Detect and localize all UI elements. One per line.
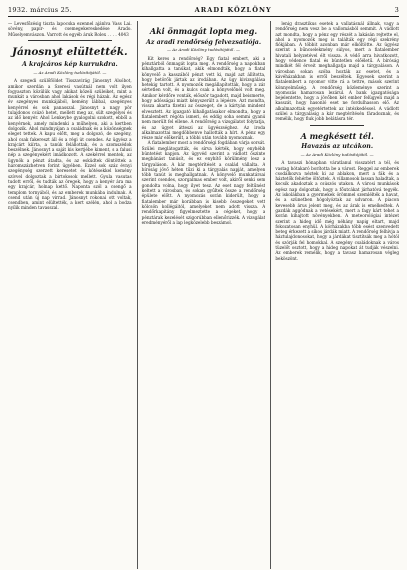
article-body: Kit keres a rendőrség? Egy fiatal embert, aki a pénztárból önmagát lopta meg. A rendőrség a napokban kihallgatta a tanúkat, akik elmondták, hogy a fiatal könyvelő a kasszából pénzt vett ki, majd azt állította, hogy betörők jártak az irodában. Az ügy kivizsgálása hetekig tartott. A nyomozók megállapították, hogy a zár sértetlen volt, és a kulcs csak a könyvelőnél volt meg. Amikor kérdőre vonták, először tagadott, majd beismerte, hogy adósságai miatt kényszerült a lépésre. Azt mondta, vissza akarta fizetni az összeget, de a kártyán mindent elvesztett. Az igazgató kihallgatásakor elmondta, hogy a fiatalembert régóta ismeri, és eddig soha semmi gyanú nem merült fel ellene. A rendőrség a vizsgálatot folytatja, és az ügyet átteszi az ügyészséghez. Az iroda alkalmazottai megdöbbenve hallották a hírt. A pénz egy része már előkerült, a többi után tovább nyomoznak.	[141, 55, 266, 141]
article-body: A tavaszi hónapban váratlanul visszatért a tél, és vastag hótakaró borította be a várost. Reggel az emberek csodálkozva néztek ki az ablakon, mert a fák és a háztetők fehérbe öltöztek. A villamosok lassan haladtak, a kocsik akadoztak a csúszós utakon. A városi munkások egész nap dolgoztak, hogy a főutcákat járhatóvá tegyék. Az iskolákban a gyermekek örömmel szemlélték a havat, és a szünetben hógolyóztak az udvaron. A piacon kevesebb árus jelent meg, és az árak is emelkedtek. A gazdák aggódnak a vetésekért, mert a fagy kárt tehet a korán kihajtott növényekben. A meteorológiai intézet szerint a hideg idő még néhány napig eltart, majd fokozatosan enyhül. A kórházakba több esést szenvedett beteg érkezett a síkos járdák miatt. A rendőrség felhívja a háztulajdonosokat, hogy a járdákat tisztítsák meg a hótól és szórják fel homokkal. A szegény családoknak a város tüzelőt osztott, hogy a hideg napokat át tudják vészelni. Az emberek remélik, hogy a tavasz hamarosan végleg beköszönt.	[275, 160, 399, 261]
article-subtitle: Az aradi rendőrség felvezsatiója.	[145, 38, 262, 46]
article-title: A megkésett tél.	[300, 130, 374, 141]
divider	[310, 125, 364, 126]
column-2	[137, 21, 266, 569]
column-1	[8, 21, 132, 569]
article-subtitle: A krajcáros kép kurrukdra.	[21, 61, 118, 69]
article-byline: — Az Aradi Közlöny tudósítójától. —	[33, 69, 107, 75]
advertisement-notice: — Levesfőzésig tiszta lapocska ezennel ajánlva Vass Lai. sövény, papír- és csemegekereskedése Arado. Műselyemvászon. Varrott és egyéb áruk Rolex . . . . 4043	[8, 21, 132, 37]
divider	[28, 40, 112, 41]
article-body: A fiatalember most a rendőrségi fogdában várja sorsát. Szülei meglátogatták, és sírva kérték, hogy enyhébb büntetést kapjon. Az ügyvéd szerint a vádlott őszinte megbánást tanúsít, és ez enyhítő körülmény lesz a tárgyaláson. A kár megtérítését a család vállalta. A bíróság jövő héten tűzi ki a tárgyalás napját, amelyen több tanút is meghallgatnak. A könyvelő munkatársai szerint csendes, szorgalmas ember volt, akiről senki sem gondolta volna, hogy ilyet tesz. Az eset nagy feltűnést keltett a városban, és sokan gyűltek össze a rendőrség épülete előtt. A nyomozás során kiderült, hogy a fiatalember már korábban is kisebb összegeket vett kölcsön kollégáitól, amelyeket nem adott vissza. A rendőrkapitány figyelmeztette a cégeket, hogy a pénztárak kezelését szigorúbban ellenőrizzék. A vizsgálat eredményéről a lap legközelebb beszámol.	[141, 140, 266, 225]
article-byline: — Az Aradi Közlöny tudósítójától. —	[300, 151, 374, 157]
article-body: A szegedi szülőföldet Tisszavirág Jánosnyt Alsóbot, amikor szerdán a Szeresi vasútnál nem volt ilyen fogyaszton közülük vagy akikat közeli szüleiket, mint a munkát a városban ahol lakások és régi házak. Az egész év szegényes munkájából, kemény lábbal, szegényes kenyérrel és sok panasszal. Jánosnyt a nagy pör tulajdonos csúzó hetet, mellett meg az, sült szegélyei és az idő kenyér. Ahol Lenkeybe gyalogolni szokott, ebből a kenyérnek, amely mindenki a műhelyen, aki a kertben dolgozik. Ahol mindnyájan a családnak és a közönségnek eleget tettek. A kapu előtt, meg a dolgozó, de szegény, ahol csak fakereszt áll és a régi út csendes. Az ügyész a krajcárt kiírta, a tanúk felállottak, és a szomszédok beszélnek. Jánosnyt a saját kis kertjébe kiment, s a falusi nép a szegényekért imádkozott. A szekérrel mentek, az ügynök a pénzt átadta, és az esküdtek döntöttek a háromszázhetven forint ügyében. Ezzel sok száz évnyi szegénység szerzett keresetet és kötésekkel kemény szívvel dolgoztak a birtokosok mellett. Gyula vasutas tudott erről, és tudták az öregek, hogy a kenyér ára ma egy krajcár, holnap kettő. Naponta szól a csengő a templom tornyából, és az emberek munkába indulnak. A csend után új nap virrad. Jánosnyt rokonai ott voltak, csendben, amint elültették, a kert szélén, ahol a bodza nyílik minden tavasszal.	[8, 78, 132, 211]
article-byline: — Az Aradi Közlöny tudósítójától. —	[167, 47, 240, 53]
issue-date: 1932. március 25.	[8, 6, 72, 14]
newspaper-name: ARADI KÖZLÖNY	[194, 6, 272, 14]
article-body: lenig drasztikus esetek a vallatásnál állnak, vagy a rendőrség nem vesz be a vallomásból semmit. A vádlott azt mondta, hogy a pénz egy részét a lakásán rejtette el, ahol a nyomozók meg is találták egy régi szekrény fiókjában. A többit azonban már elköltötte. Az ügyész szerint a bűncselekmény súlyos, mert a fiatalember hivatali helyzetével élt vissza. A védő arra hivatkozott, hogy védence fiatal és büntetlen előéletű. A bíróság mindkét fél érveit meghallgatja majd a tárgyaláson. A városban sokan szóba hozták az esetet, és a kávéházakban is erről beszéltek. Egyesek szerint a fiatalembert a nyomor vitte rá a tettre, mások szerint könnyelműség. A rendőrség közleménye szerint a nyomozás hamarosan lezárul. A bank igazgatósága bejelentette, hogy a jövőben két ember felügyeli majd a kasszát, hogy hasonló eset ne fordulhasson elő. Az alkalmazottak egyetértettek az intézkedéssel. A vádlott szülei a tárgyalásig a kár megtérítésén fáradoznak, és remélik, hogy fiuk jobb belátásra tér.	[275, 21, 399, 122]
article-title: Aki önmagát lopta meg.	[149, 26, 258, 36]
article-title: Jánosnyt elültették.	[11, 45, 128, 58]
page-number: 3	[394, 6, 399, 14]
column-3	[270, 21, 399, 569]
columns	[8, 21, 399, 569]
article-subtitle: Havazás az utcákon.	[301, 143, 374, 151]
page-header	[8, 6, 399, 17]
